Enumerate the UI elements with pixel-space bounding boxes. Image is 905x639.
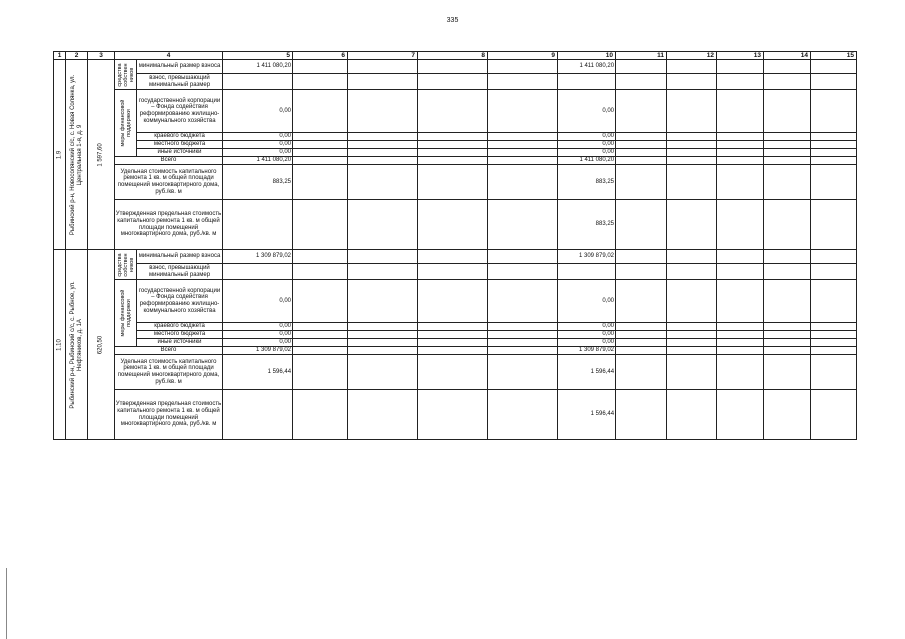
value-col-10: 0,00 bbox=[558, 133, 616, 141]
value-col-10 bbox=[558, 264, 616, 280]
table-cell bbox=[488, 149, 558, 157]
table-row bbox=[54, 390, 857, 440]
value-col-10: 1 596,44 bbox=[558, 355, 616, 390]
table-cell bbox=[667, 264, 717, 280]
table-cell bbox=[667, 250, 717, 264]
table-cell bbox=[764, 157, 811, 165]
table-cell bbox=[764, 390, 811, 440]
scan-artifact-line bbox=[6, 568, 7, 639]
house-address-text: Рыбинский р-н, Новосолянский с/с, с. Новая Солянка, ул. Центральная 1-я, д. 9 bbox=[69, 74, 83, 235]
table-cell bbox=[764, 331, 811, 339]
value-col-5: 883,25 bbox=[223, 165, 293, 200]
table-cell bbox=[293, 90, 348, 133]
capital-repair-table bbox=[53, 51, 857, 440]
table-cell bbox=[811, 250, 857, 264]
table-cell bbox=[717, 355, 764, 390]
table-cell bbox=[348, 157, 418, 165]
table-cell bbox=[717, 390, 764, 440]
table-cell bbox=[667, 149, 717, 157]
value-col-10: 0,00 bbox=[558, 339, 616, 347]
table-cell bbox=[616, 355, 667, 390]
table-cell bbox=[717, 331, 764, 339]
table-cell bbox=[488, 133, 558, 141]
table-cell bbox=[811, 157, 857, 165]
value-col-5: 0,00 bbox=[223, 339, 293, 347]
table-cell bbox=[667, 165, 717, 200]
header-cell: 15 bbox=[811, 52, 857, 60]
financial-support-label bbox=[115, 90, 137, 157]
table-cell bbox=[717, 280, 764, 323]
table-cell bbox=[667, 347, 717, 355]
table-cell bbox=[348, 250, 418, 264]
header-cell: 11 bbox=[616, 52, 667, 60]
table-cell bbox=[764, 355, 811, 390]
table-cell bbox=[811, 347, 857, 355]
table-cell bbox=[764, 133, 811, 141]
table-cell bbox=[811, 264, 857, 280]
table-cell bbox=[488, 250, 558, 264]
table-cell bbox=[488, 60, 558, 74]
table-row bbox=[54, 74, 857, 90]
table-cell bbox=[811, 74, 857, 90]
value-col-5: 0,00 bbox=[223, 141, 293, 149]
state-corp-label: государственной корпорации – Фонда содействия реформированию жилищно-коммунального хозяйства bbox=[137, 90, 223, 133]
table-cell bbox=[717, 157, 764, 165]
table-row bbox=[54, 141, 857, 149]
value-col-5: 0,00 bbox=[223, 323, 293, 331]
table-cell bbox=[811, 133, 857, 141]
table-cell bbox=[811, 200, 857, 250]
header-cell: 8 bbox=[418, 52, 488, 60]
table-cell bbox=[667, 157, 717, 165]
table-cell bbox=[667, 323, 717, 331]
value-col-5 bbox=[223, 390, 293, 440]
table-cell bbox=[811, 355, 857, 390]
total-area bbox=[88, 60, 115, 250]
table-cell bbox=[293, 331, 348, 339]
table-cell bbox=[488, 347, 558, 355]
table-cell bbox=[348, 165, 418, 200]
table-cell bbox=[418, 149, 488, 157]
table-cell bbox=[293, 390, 348, 440]
table-cell bbox=[488, 264, 558, 280]
table-cell bbox=[293, 264, 348, 280]
table-cell bbox=[293, 74, 348, 90]
table-row bbox=[54, 149, 857, 157]
table-cell bbox=[811, 331, 857, 339]
table-cell bbox=[348, 74, 418, 90]
header-cell: 6 bbox=[293, 52, 348, 60]
value-col-5 bbox=[223, 264, 293, 280]
header-cell: 14 bbox=[764, 52, 811, 60]
local-label: местного бюджета bbox=[137, 331, 223, 339]
table-cell bbox=[764, 141, 811, 149]
value-col-5: 0,00 bbox=[223, 90, 293, 133]
own-funds-label bbox=[115, 60, 137, 90]
value-col-5: 1 411 080,20 bbox=[223, 157, 293, 165]
value-col-10: 1 309 879,02 bbox=[558, 250, 616, 264]
house-address-text: Рыбинский р-н, Рыбинский с/с, с. Рыбное, ул. Нефтяников, д. 1А bbox=[69, 280, 83, 409]
table-cell bbox=[418, 250, 488, 264]
value-col-5: 1 596,44 bbox=[223, 355, 293, 390]
table-cell bbox=[667, 141, 717, 149]
table-row bbox=[54, 339, 857, 347]
table-cell bbox=[717, 264, 764, 280]
house-address bbox=[66, 250, 88, 440]
table-cell bbox=[348, 60, 418, 74]
header-cell: 13 bbox=[717, 52, 764, 60]
table-cell bbox=[488, 323, 558, 331]
table-cell bbox=[488, 339, 558, 347]
value-col-5 bbox=[223, 200, 293, 250]
table-cell bbox=[811, 141, 857, 149]
table-cell bbox=[616, 165, 667, 200]
table-row bbox=[54, 355, 857, 390]
table-cell bbox=[667, 200, 717, 250]
table-row bbox=[54, 133, 857, 141]
table-cell bbox=[293, 280, 348, 323]
table-cell bbox=[418, 331, 488, 339]
row-number-text: 1.10 bbox=[56, 338, 62, 351]
table-cell bbox=[616, 280, 667, 323]
value-col-10: 1 411 080,20 bbox=[558, 60, 616, 74]
table-cell bbox=[348, 323, 418, 331]
table-cell bbox=[717, 250, 764, 264]
table-cell bbox=[667, 60, 717, 74]
table-cell bbox=[293, 141, 348, 149]
max-cost-label: Утвержденная предельная стоимость капитального ремонта 1 кв. м общей площади помещений многоквартирного дома, руб./кв. м bbox=[115, 390, 223, 440]
table-cell bbox=[764, 250, 811, 264]
own-funds-label bbox=[115, 250, 137, 280]
table-row bbox=[54, 165, 857, 200]
table-row bbox=[54, 264, 857, 280]
value-col-10: 0,00 bbox=[558, 331, 616, 339]
table-cell bbox=[488, 200, 558, 250]
max-cost-label: Утвержденная предельная стоимость капитального ремонта 1 кв. м общей площади помещений многоквартирного дома, руб./кв. м bbox=[115, 200, 223, 250]
table-cell bbox=[667, 355, 717, 390]
table-cell bbox=[717, 74, 764, 90]
table-cell bbox=[811, 165, 857, 200]
header-cell: 12 bbox=[667, 52, 717, 60]
table-cell bbox=[667, 390, 717, 440]
table-cell bbox=[418, 200, 488, 250]
table-cell bbox=[717, 90, 764, 133]
table-cell bbox=[348, 264, 418, 280]
page-number: 335 bbox=[446, 17, 459, 24]
min-fee-label: минимальный размер взноса bbox=[137, 250, 223, 264]
header-cell: 3 bbox=[88, 52, 115, 60]
value-col-10 bbox=[558, 74, 616, 90]
table-cell bbox=[764, 149, 811, 157]
table-cell bbox=[764, 339, 811, 347]
table-cell bbox=[348, 133, 418, 141]
table-cell bbox=[418, 355, 488, 390]
value-col-10: 0,00 bbox=[558, 141, 616, 149]
other-label: иные источники bbox=[137, 149, 223, 157]
table-cell bbox=[717, 141, 764, 149]
table-cell bbox=[717, 200, 764, 250]
total-label: Всего bbox=[115, 157, 223, 165]
financial-support-label-text: меры финансовой поддержки bbox=[119, 99, 132, 147]
total-area-text: 620,50 bbox=[97, 335, 104, 354]
value-col-5: 0,00 bbox=[223, 133, 293, 141]
table-cell bbox=[348, 280, 418, 323]
value-col-5: 0,00 bbox=[223, 149, 293, 157]
value-col-5: 1 309 879,02 bbox=[223, 347, 293, 355]
value-col-10: 0,00 bbox=[558, 323, 616, 331]
value-col-10: 1 411 080,20 bbox=[558, 157, 616, 165]
table-cell bbox=[488, 280, 558, 323]
table-cell bbox=[717, 323, 764, 331]
table-cell bbox=[348, 390, 418, 440]
value-col-10: 883,25 bbox=[558, 165, 616, 200]
table-cell bbox=[667, 339, 717, 347]
table-cell bbox=[418, 90, 488, 133]
table-cell bbox=[764, 165, 811, 200]
table-cell bbox=[667, 133, 717, 141]
table-cell bbox=[488, 355, 558, 390]
row-number bbox=[54, 250, 66, 440]
table-cell bbox=[667, 74, 717, 90]
table-cell bbox=[418, 74, 488, 90]
table-cell bbox=[616, 60, 667, 74]
table-cell bbox=[717, 149, 764, 157]
table-cell bbox=[811, 149, 857, 157]
table-cell bbox=[764, 60, 811, 74]
table-cell bbox=[764, 74, 811, 90]
table-cell bbox=[348, 331, 418, 339]
header-cell: 7 bbox=[348, 52, 418, 60]
table-cell bbox=[418, 165, 488, 200]
table-cell bbox=[811, 60, 857, 74]
header-cell: 5 bbox=[223, 52, 293, 60]
value-col-5: 0,00 bbox=[223, 331, 293, 339]
table-cell bbox=[418, 133, 488, 141]
excess-fee-label: взнос, превышающий минимальный размер bbox=[137, 74, 223, 90]
table-cell bbox=[293, 149, 348, 157]
value-col-5 bbox=[223, 74, 293, 90]
table-row bbox=[54, 323, 857, 331]
table-cell bbox=[764, 280, 811, 323]
value-col-10: 1 309 879,02 bbox=[558, 347, 616, 355]
own-funds-label-text: средства собствен ников bbox=[116, 252, 135, 277]
table-cell bbox=[488, 331, 558, 339]
table-cell bbox=[293, 347, 348, 355]
value-col-10: 0,00 bbox=[558, 90, 616, 133]
table-cell bbox=[616, 141, 667, 149]
header-cell: 10 bbox=[558, 52, 616, 60]
table-cell bbox=[418, 60, 488, 74]
unit-cost-label: Удельная стоимость капитального ремонта 1 кв. м общей площади помещений многоквартирного дома, руб./кв. м bbox=[115, 355, 223, 390]
table-cell bbox=[348, 355, 418, 390]
table-cell bbox=[811, 390, 857, 440]
table-row bbox=[54, 250, 857, 264]
table-row bbox=[54, 331, 857, 339]
table-cell bbox=[717, 60, 764, 74]
table-cell bbox=[811, 90, 857, 133]
house-address bbox=[66, 60, 88, 250]
table-cell bbox=[616, 157, 667, 165]
table-row bbox=[54, 157, 857, 165]
table-cell bbox=[667, 331, 717, 339]
table-cell bbox=[488, 74, 558, 90]
total-area-text: 1 597,60 bbox=[97, 142, 104, 167]
table-cell bbox=[764, 264, 811, 280]
table-cell bbox=[418, 157, 488, 165]
table-cell bbox=[616, 264, 667, 280]
table-cell bbox=[616, 323, 667, 331]
table-cell bbox=[616, 250, 667, 264]
table-cell bbox=[667, 90, 717, 133]
table-cell bbox=[811, 339, 857, 347]
total-label: Всего bbox=[115, 347, 223, 355]
table-row bbox=[54, 280, 857, 323]
header-row bbox=[54, 52, 857, 60]
table-cell bbox=[616, 347, 667, 355]
excess-fee-label: взнос, превышающий минимальный размер bbox=[137, 264, 223, 280]
table-cell bbox=[616, 331, 667, 339]
header-cell: 9 bbox=[488, 52, 558, 60]
local-label: местного бюджета bbox=[137, 141, 223, 149]
table-cell bbox=[418, 323, 488, 331]
table-cell bbox=[616, 133, 667, 141]
table-row bbox=[54, 347, 857, 355]
header-cell: 1 bbox=[54, 52, 66, 60]
value-col-10: 0,00 bbox=[558, 149, 616, 157]
table-cell bbox=[717, 339, 764, 347]
table-cell bbox=[667, 280, 717, 323]
regional-label: краевого бюджета bbox=[137, 323, 223, 331]
table-cell bbox=[418, 264, 488, 280]
regional-label: краевого бюджета bbox=[137, 133, 223, 141]
unit-cost-label: Удельная стоимость капитального ремонта 1 кв. м общей площади помещений многоквартирного дома, руб./кв. м bbox=[115, 165, 223, 200]
table-cell bbox=[293, 200, 348, 250]
table-cell bbox=[418, 141, 488, 149]
table-cell bbox=[488, 390, 558, 440]
table-cell bbox=[616, 200, 667, 250]
financial-support-label-text: меры финансовой поддержки bbox=[119, 289, 132, 337]
table-cell bbox=[616, 74, 667, 90]
table-row bbox=[54, 200, 857, 250]
table-cell bbox=[764, 200, 811, 250]
table-row bbox=[54, 90, 857, 133]
value-col-10: 883,25 bbox=[558, 200, 616, 250]
table-cell bbox=[293, 339, 348, 347]
table-cell bbox=[348, 149, 418, 157]
table-cell bbox=[348, 90, 418, 133]
table-cell bbox=[418, 339, 488, 347]
table-cell bbox=[293, 133, 348, 141]
table-cell bbox=[348, 141, 418, 149]
table-cell bbox=[811, 323, 857, 331]
value-col-5: 1 309 879,02 bbox=[223, 250, 293, 264]
table-cell bbox=[293, 60, 348, 74]
total-area bbox=[88, 250, 115, 440]
table-cell bbox=[616, 149, 667, 157]
table-cell bbox=[293, 250, 348, 264]
table-cell bbox=[616, 390, 667, 440]
table-cell bbox=[488, 157, 558, 165]
value-col-10: 1 596,44 bbox=[558, 390, 616, 440]
state-corp-label: государственной корпорации – Фонда содействия реформированию жилищно-коммунального хозяйства bbox=[137, 280, 223, 323]
table-cell bbox=[616, 90, 667, 133]
table-cell bbox=[764, 347, 811, 355]
table-cell bbox=[293, 157, 348, 165]
table-cell bbox=[348, 347, 418, 355]
table-cell bbox=[293, 323, 348, 331]
table-cell bbox=[348, 200, 418, 250]
table-cell bbox=[488, 165, 558, 200]
value-col-10: 0,00 bbox=[558, 280, 616, 323]
header-cell: 2 bbox=[66, 52, 88, 60]
table-cell bbox=[418, 347, 488, 355]
table-cell bbox=[293, 355, 348, 390]
table-cell bbox=[418, 280, 488, 323]
table-cell bbox=[764, 90, 811, 133]
table-cell bbox=[717, 165, 764, 200]
other-label: иные источники bbox=[137, 339, 223, 347]
value-col-5: 0,00 bbox=[223, 280, 293, 323]
row-number bbox=[54, 60, 66, 250]
financial-support-label bbox=[115, 280, 137, 347]
own-funds-label-text: средства собствен ников bbox=[116, 62, 135, 87]
min-fee-label: минимальный размер взноса bbox=[137, 60, 223, 74]
row-number-text: 1.9 bbox=[56, 150, 62, 159]
table-row bbox=[54, 60, 857, 74]
table-cell bbox=[811, 280, 857, 323]
table-cell bbox=[488, 90, 558, 133]
table-cell bbox=[293, 165, 348, 200]
table-cell bbox=[616, 339, 667, 347]
table-cell bbox=[418, 390, 488, 440]
table-cell bbox=[488, 141, 558, 149]
header-cell: 4 bbox=[115, 52, 223, 60]
value-col-5: 1 411 080,20 bbox=[223, 60, 293, 74]
table-cell bbox=[764, 323, 811, 331]
table-cell bbox=[717, 133, 764, 141]
table-cell bbox=[717, 347, 764, 355]
table-cell bbox=[348, 339, 418, 347]
